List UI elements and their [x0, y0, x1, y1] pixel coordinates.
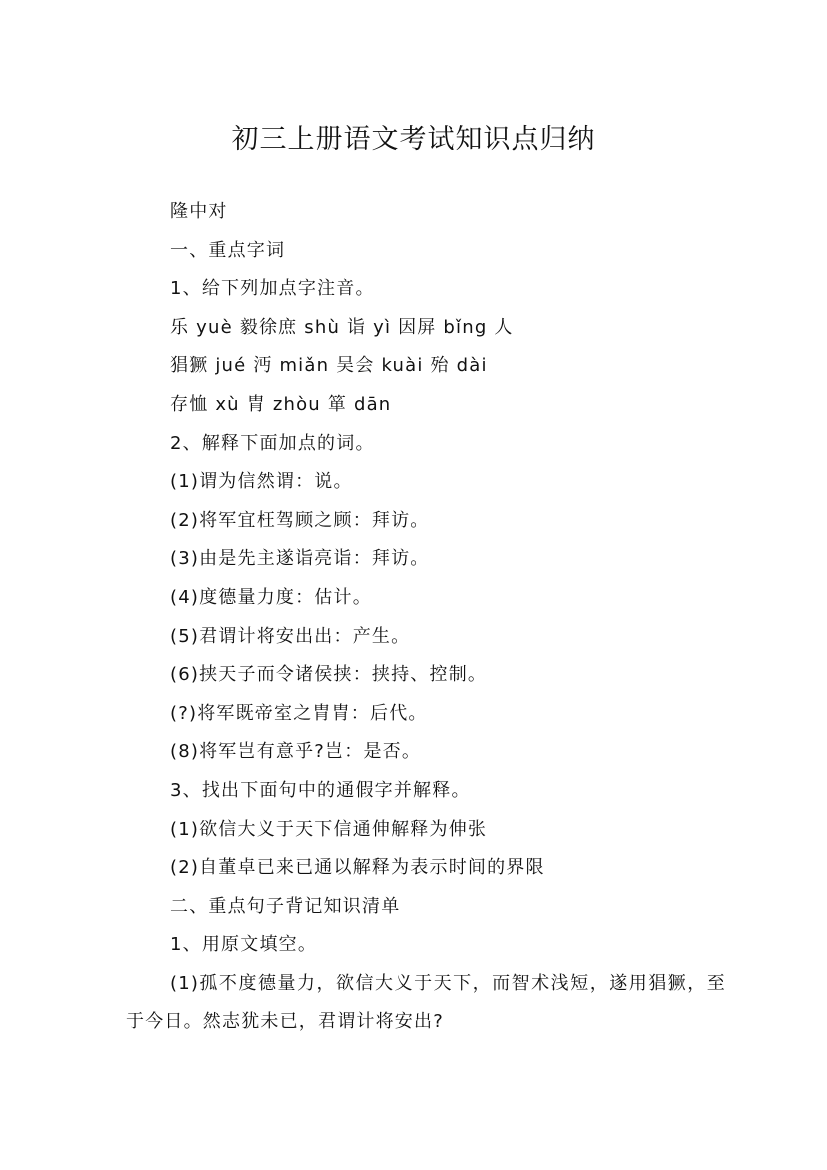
document-body [126, 193, 726, 1042]
question-heading: 2、解释下面加点的词。 [170, 432, 375, 454]
loanword-item: (2)自董卓已来已通以解释为表示时间的界限 [170, 857, 545, 879]
question-heading: 3、找出下面句中的通假字并解释。 [170, 779, 471, 801]
pinyin-line: 猖獗 jué 沔 miǎn 吴会 kuài 殆 dài [170, 355, 488, 377]
definition-item: (8)将军岂有意乎?岂：是否。 [170, 741, 422, 763]
pinyin-line: 乐 yuè 毅徐庶 shù 诣 yì 因屏 bǐng 人 [170, 316, 514, 338]
definition-item: (2)将军宜枉驾顾之顾：拜访。 [170, 509, 430, 531]
definition-item: (6)挟天子而令诸侯挟：挟持、控制。 [170, 664, 488, 686]
definition-item: (3)由是先主遂诣亮诣：拜访。 [170, 548, 430, 570]
definition-item: (1)谓为信然谓：说。 [170, 471, 353, 493]
question-heading: 1、给下列加点字注音。 [170, 278, 375, 300]
document-title: 初三上册语文考试知识点归纳 [231, 124, 596, 156]
loanword-item: (1)欲信大义于天下信通伸解释为伸张 [170, 818, 488, 840]
section-heading: 隆中对 [170, 201, 228, 222]
definition-item: (5)君谓计将安出出：产生。 [170, 625, 411, 647]
fill-in-paragraph: (1)孤不度德量力，欲信大义于天下，而智术浅短，遂用猖獗，至于今日。然志犹未已，君谓计将安出? [126, 972, 726, 1033]
subsection-heading: 二、重点句子背记知识清单 [170, 895, 401, 917]
question-heading: 1、用原文填空。 [170, 934, 318, 956]
definition-item: (?)将军既帝室之胄胄：后代。 [170, 702, 428, 724]
subsection-heading: 一、重点字词 [170, 239, 286, 261]
definition-item: (4)度德量力度：估计。 [170, 586, 372, 608]
pinyin-line: 存恤 xù 胄 zhòu 箪 dān [170, 393, 392, 415]
